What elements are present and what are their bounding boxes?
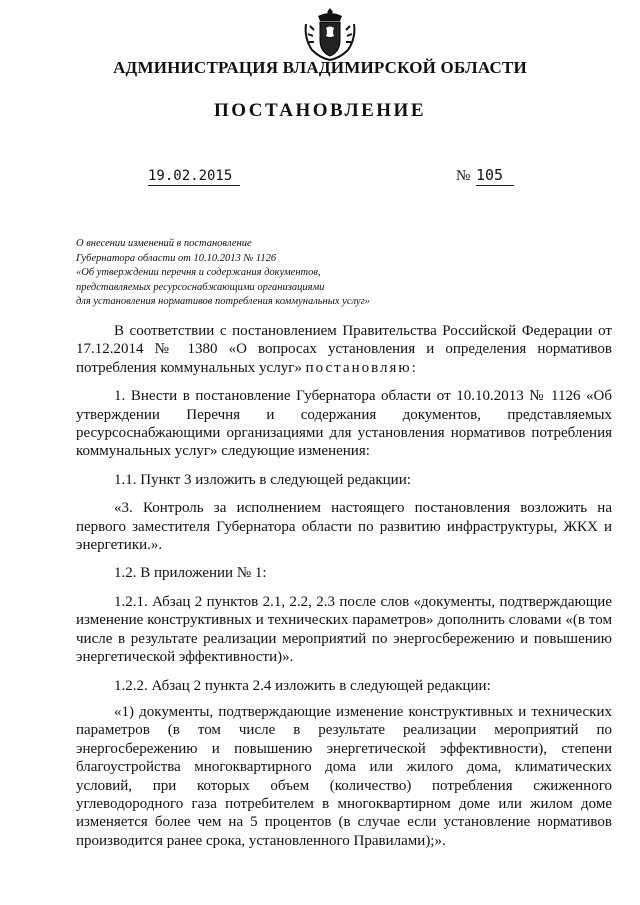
document-body — [76, 322, 612, 850]
preamble-keyword: постановляю: — [305, 359, 418, 376]
subject-line: представляемых ресурсоснабжающими организациями — [76, 281, 325, 293]
item-1-paragraph: 1. Внести в постановление Губернатора области от 10.10.2013 № 1126 «Об утверждении Перечня и содержания документов, представляемых ресурсоснабжающими организациями для установления нормативов потребления коммунальных услуг» следующие изменения: — [76, 388, 612, 460]
number-sign: № — [456, 168, 471, 184]
subject-line: для установления нормативов потребления коммунальных услуг» — [76, 296, 370, 308]
organization-title: АДМИНИСТРАЦИЯ ВЛАДИМИРСКОЙ ОБЛАСТИ — [113, 58, 527, 77]
item-1-2-1-paragraph: 1.2.1. Абзац 2 пунктов 2.1, 2.2, 2.3 после слов «документы, подтверждающие изменение конструктивных и технических параметров» дополнить словами «(в том числе в результате реализации мероприятий по энергосбережению и повышению энергетической эффективности)». — [76, 593, 612, 666]
preamble-paragraph — [76, 322, 612, 377]
item-1-2-heading: 1.2. В приложении № 1: — [114, 565, 267, 582]
document-subject — [76, 237, 476, 310]
item-1-1-text: «3. Контроль за исполнением настоящего постановления возложить на первого заместителя Губернатора области по развитию инфраструктуры, ЖКХ и энергетики.». — [76, 500, 612, 554]
subject-line: Губернатора области от 10.10.2013 № 1126 — [76, 252, 277, 264]
coat-of-arms-emblem — [300, 6, 360, 62]
item-1-2-2-text: «1) документы, подтверждающие изменение конструктивных и технических параметров (в том числе в результате реализации мероприятий по энергосбережению и повышению энергетической эффективности), степени благоустройства многоквартирного дома или жилого дома, климатических условий, при которых объем (количество) потребления сжиженного углеводородного газа потребителем в многоквартирном доме или жилом доме изменяется более чем на 5 процентов (в случае если установление нормативов производится ранее срока, установленного Правилами);». — [76, 703, 612, 849]
subject-line: О внесении изменений в постановление — [76, 238, 252, 249]
item-1-2-2-heading: 1.2.2. Абзац 2 пункта 2.4 изложить в следующей редакции: — [114, 677, 491, 694]
subject-line: «Об утверждении перечня и содержания документов, — [76, 267, 321, 279]
preamble-text: В соответствии с постановлением Правительства Российской Федерации от 17.12.2014 № 1380 «О вопросах установления и определения нормативов потребления коммунальных услуг» — [76, 323, 612, 376]
document-date: 19.02.2015 — [148, 168, 240, 186]
item-1-1-heading: 1.1. Пункт 3 изложить в следующей редакции: — [114, 471, 411, 488]
document-number: 105 — [476, 166, 514, 186]
document-type-title: ПОСТАНОВЛЕНИЕ — [213, 100, 427, 121]
